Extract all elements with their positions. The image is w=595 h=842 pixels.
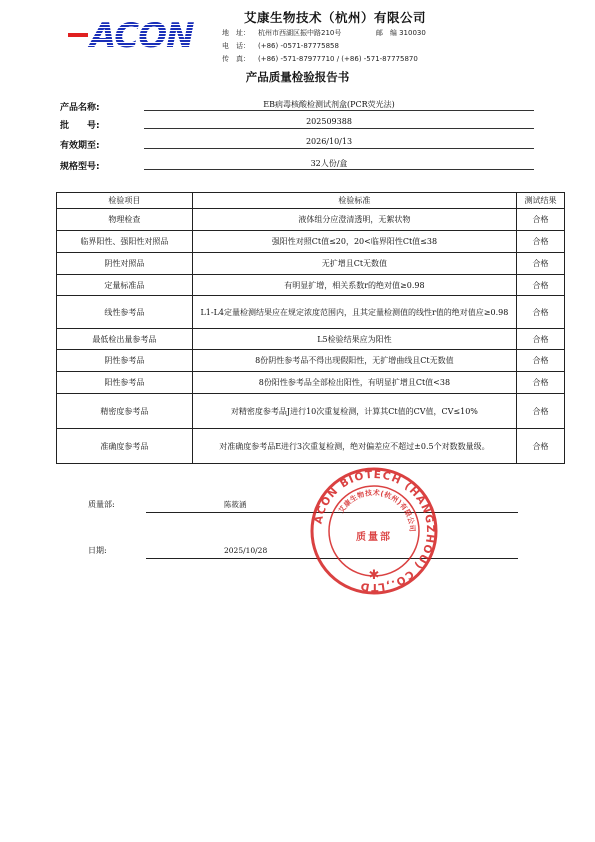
row-result: 合格 (517, 350, 565, 372)
batch-label: 批 号: (60, 121, 100, 131)
row-standard: 有明显扩增，相关系数r的绝对值≥0.98 (192, 275, 516, 296)
table-row (57, 231, 565, 253)
logo-red-bar (68, 33, 88, 37)
row-result: 合格 (517, 296, 565, 329)
fax-label: 传 真： (222, 55, 250, 63)
acon-logo-svg (60, 10, 210, 60)
row-item: 阴性对照品 (57, 253, 193, 275)
table-row (57, 329, 565, 350)
table-row (57, 253, 565, 275)
table-header-row (57, 193, 565, 209)
table-row (57, 394, 565, 429)
row-standard: L5检验结果应为阳性 (192, 329, 516, 350)
row-result: 合格 (517, 209, 565, 231)
table-row (57, 209, 565, 231)
seal-star-icon: ✱ (368, 568, 380, 583)
fax-value: (+86) -571-87977710 / (+86) -571-87775870 (258, 55, 418, 63)
row-result: 合格 (517, 394, 565, 429)
seal-center-text: 质量部 (356, 532, 392, 543)
row-result: 合格 (517, 275, 565, 296)
row-item: 最低检出量参考品 (57, 329, 193, 350)
logo-text: ACON (90, 16, 194, 56)
header-standard: 检验标准 (192, 193, 516, 209)
inspection-table (56, 192, 565, 464)
address-value: 杭州市西湖区振中路210号 (258, 29, 342, 37)
row-result: 合格 (517, 372, 565, 394)
row-standard: 液体组分应澄清透明，无絮状物 (192, 209, 516, 231)
expiry-value: 2026/10/13 (305, 137, 353, 146)
table-row (57, 350, 565, 372)
company-seal (309, 466, 439, 596)
header-result: 测试结果 (517, 193, 565, 209)
row-result: 合格 (517, 253, 565, 275)
table-row (57, 296, 565, 329)
batch-underline (144, 128, 534, 129)
row-item: 准确度参考品 (57, 429, 193, 464)
row-standard: 8份阴性参考品不得出现假阳性，无扩增曲线且Ct无数值 (192, 350, 516, 372)
date-value: 2025/10/28 (224, 546, 268, 555)
row-item: 阳性参考品 (57, 372, 193, 394)
row-item: 物理检查 (57, 209, 193, 231)
row-standard: 对准确度参考品E进行3次重复检测，绝对偏差应不超过±0.5个对数数量级。 (192, 429, 516, 464)
batch-value: 202509388 (306, 117, 352, 126)
fax-line (222, 54, 418, 64)
expiry-underline (144, 148, 534, 149)
product-name-value: EB病毒核酸检测试剂盒(PCR荧光法) (263, 100, 395, 109)
table-row (57, 372, 565, 394)
report-title: 产品质量检验报告书 (245, 70, 350, 84)
acon-logo (60, 10, 210, 60)
company-name: 艾康生物技术（杭州）有限公司 (244, 10, 427, 25)
row-result: 合格 (517, 329, 565, 350)
phone-label: 电 话： (222, 42, 250, 50)
qa-label: 质量部: (88, 500, 115, 509)
row-item: 线性参考品 (57, 296, 193, 329)
row-standard: 无扩增且Ct无数值 (192, 253, 516, 275)
spec-label: 规格型号: (60, 162, 100, 172)
postcode-label: 邮 编 (375, 29, 397, 37)
postcode-value: 310030 (399, 29, 426, 37)
row-item: 临界阳性、强阳性对照品 (57, 231, 193, 253)
spec-value: 32人份/盒 (310, 159, 348, 168)
product-name-underline (144, 110, 534, 111)
row-standard: 对精密度参考品J进行10次重复检测，计算其Ct值的CV值，CV≤10% (192, 394, 516, 429)
seal-inner-ring (329, 486, 419, 576)
row-item: 精密度参考品 (57, 394, 193, 429)
product-name-label: 产品名称: (60, 103, 100, 113)
expiry-label: 有效期至: (60, 141, 100, 151)
row-result: 合格 (517, 231, 565, 253)
spec-underline (144, 169, 534, 170)
row-item: 定量标准品 (57, 275, 193, 296)
row-standard: 强阳性对照Ct值≤20，20<临界阳性Ct值≤38 (192, 231, 516, 253)
seal-inner-text: 艾康生物技术(杭州)有限公司 (337, 488, 417, 533)
row-standard: 8份阳性参考品全部检出阳性，有明显扩增且Ct值<38 (192, 372, 516, 394)
table-row (57, 275, 565, 296)
date-label: 日期: (88, 546, 107, 555)
header-item: 检验项目 (57, 193, 193, 209)
address-line (222, 28, 426, 38)
row-result: 合格 (517, 429, 565, 464)
seal-ring-text: ACON BIOTECH (HANGZHOU) CO.,LTD (312, 468, 437, 594)
table-row (57, 429, 565, 464)
row-standard: L1-L4定量检测结果应在规定浓度范围内，且其定量检测值的线性r值的绝对值应≥0.98 (192, 296, 516, 329)
seal-stamp-image (309, 466, 439, 596)
phone-value: (+86) -0571-87775858 (258, 42, 339, 50)
row-item: 阴性参考品 (57, 350, 193, 372)
qa-name: 陈筱涵 (224, 500, 247, 509)
address-label: 地 址： (222, 29, 250, 37)
phone-line (222, 41, 339, 51)
